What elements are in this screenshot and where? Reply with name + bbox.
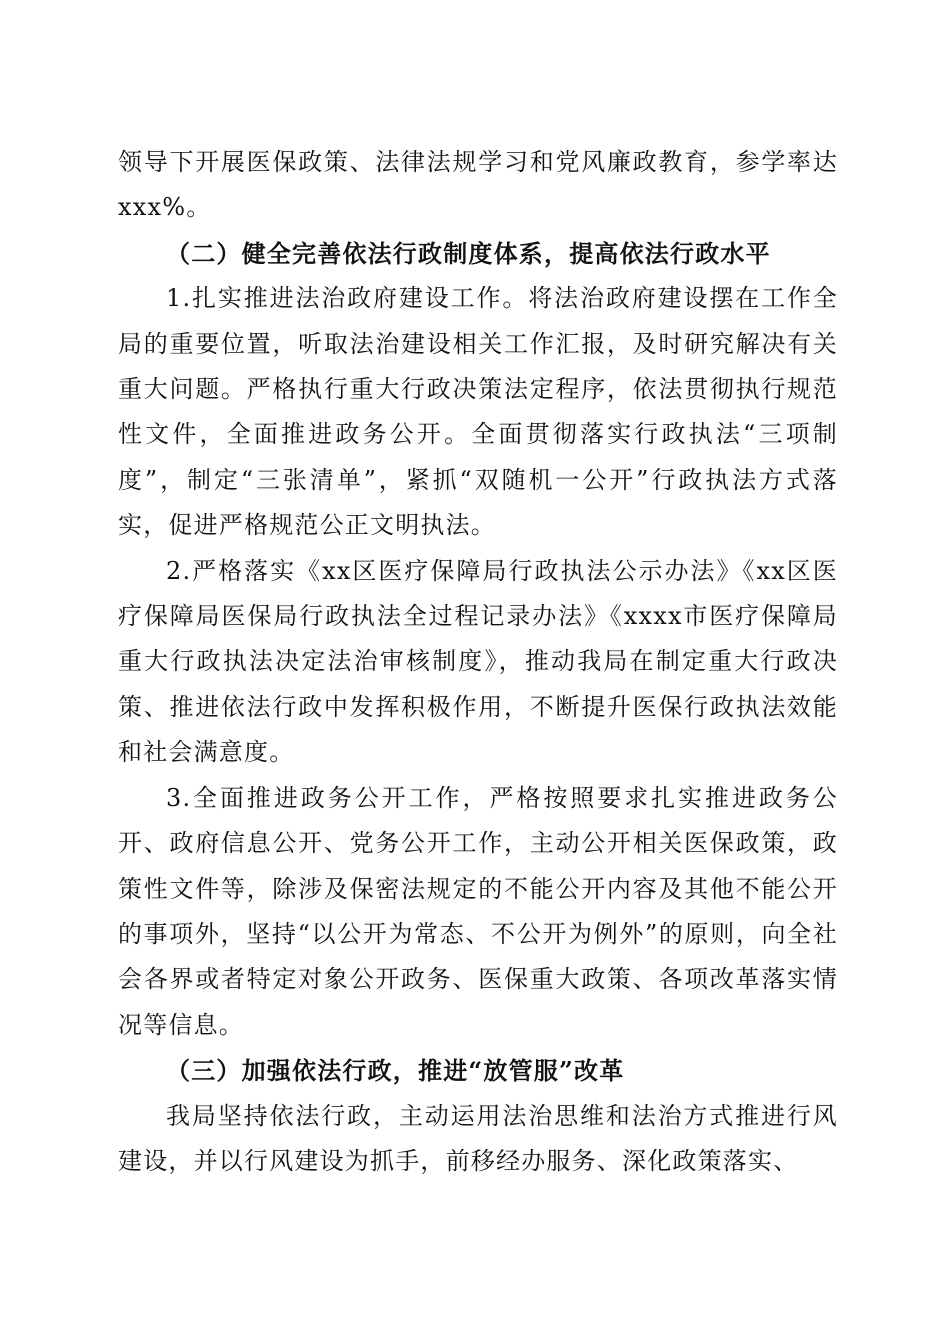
document-body bbox=[118, 140, 838, 1184]
paragraph-section-3-body: 我局坚持依法行政，主动运用法治思维和法治方式推进行风建设，并以行风建设为抓手，前移经办服务、深化政策落实、 bbox=[118, 1101, 838, 1175]
paragraph-item-3: 3.全面推进政务公开工作，严格按照要求扎实推进政务公开、政府信息公开、党务公开工作，主动公开相关医保政策，政策性文件等，除涉及保密法规定的不能公开内容及其他不能公开的事项外，坚持“以公开为常态、不公开为例外”的原则，向全社会各界或者特定对象公开政务、医保重大政策、各项改革落实情况等信息。 bbox=[118, 783, 838, 1039]
section-heading-2: （二）健全完善依法行政制度体系，提高依法行政水平 bbox=[166, 238, 771, 268]
paragraph-item-1: 1.扎实推进法治政府建设工作。将法治政府建设摆在工作全局的重要位置，听取法治建设相关工作汇报，及时研究解决有关重大问题。严格执行重大行政决策法定程序，依法贯彻执行规范性文件，全面推进政务公开。全面贯彻落实行政执法“三项制度”，制定“三张清单”，紧抓“双随机一公开”行政执法方式落实，促进严格规范公正文明执法。 bbox=[118, 284, 838, 540]
section-heading-3: （三）加强依法行政，推进“放管服”改革 bbox=[166, 1056, 625, 1086]
paragraph-continuation: 领导下开展医保政策、法律法规学习和党风廉政教育，参学率达xxx%。 bbox=[118, 148, 838, 222]
paragraph-item-2: 2.严格落实《xx区医疗保障局行政执法公示办法》《xx区医疗保障局医保局行政执法全过程记录办法》《xxxx市医疗保障局重大行政执法决定法治审核制度》，推动我局在制定重大行政决策、推进依法行政中发挥积极作用，不断提升医保行政执法效能和社会满意度。 bbox=[118, 556, 838, 767]
